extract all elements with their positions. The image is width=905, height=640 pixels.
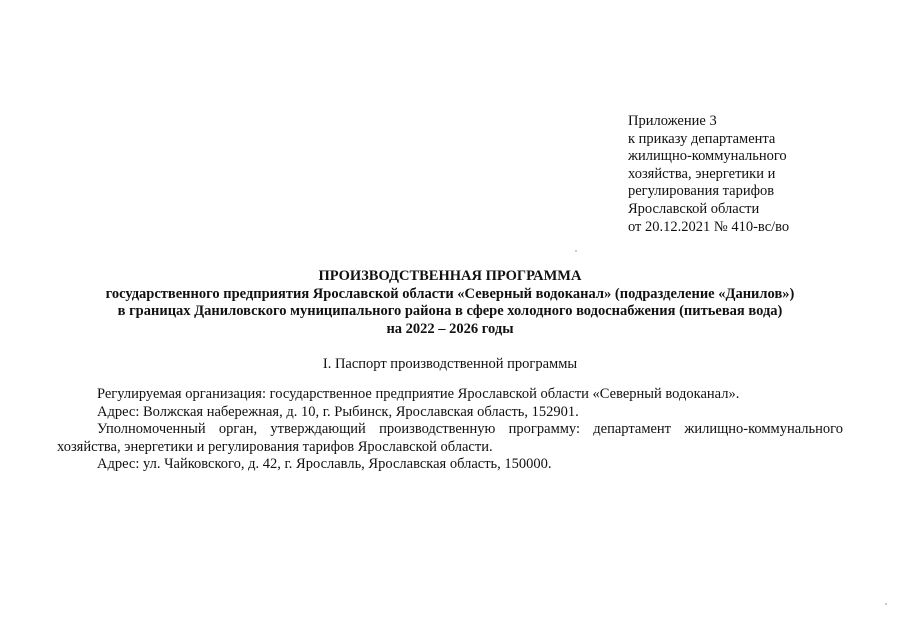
appendix-order-date: от 20.12.2021 № 410-вс/во [628,218,790,235]
appendix-line: Ярославской области [628,200,760,217]
passport-body [57,386,843,474]
organization-address: Адрес: Волжская набережная, д. 10, г. Рыбинск, Ярославская область, 152901. [97,403,579,420]
document-period: на 2022 – 2026 годы [386,320,514,337]
appendix-note [628,113,898,236]
document-subtitle-line: государственного предприятия Ярославской области «Северный водоканал» (подразделение «Данилов») [105,285,795,302]
appendix-line: хозяйства, энергетики и [628,165,776,182]
document-subtitle-line: в границах Даниловского муниципального района в сфере холодного водоснабжения (питьевая вода) [117,303,783,320]
appendix-line: жилищно-коммунального [628,148,787,165]
authorized-body: Уполномоченный орган, утверждающий производственную программу: департамент жилищно-коммунального хозяйства, энергетики и регулирования тарифов Ярославской области. [57,421,843,455]
scan-speck [575,250,577,252]
section-heading: I. Паспорт производственной программы [322,356,578,372]
appendix-line: к приказу департамента [628,130,776,147]
scan-speck [885,603,887,605]
regulated-organization: Регулируемая организация: государственное предприятие Ярославской области «Северный водоканал». [97,386,740,402]
appendix-line: регулирования тарифов [628,183,775,200]
authorized-body-address: Адрес: ул. Чайковского, д. 42, г. Ярославль, Ярославская область, 150000. [97,456,552,472]
appendix-line: Приложение 3 [628,113,717,129]
document-title: ПРОИЗВОДСТВЕННАЯ ПРОГРАММА [318,268,582,284]
document-title-block [40,268,860,338]
